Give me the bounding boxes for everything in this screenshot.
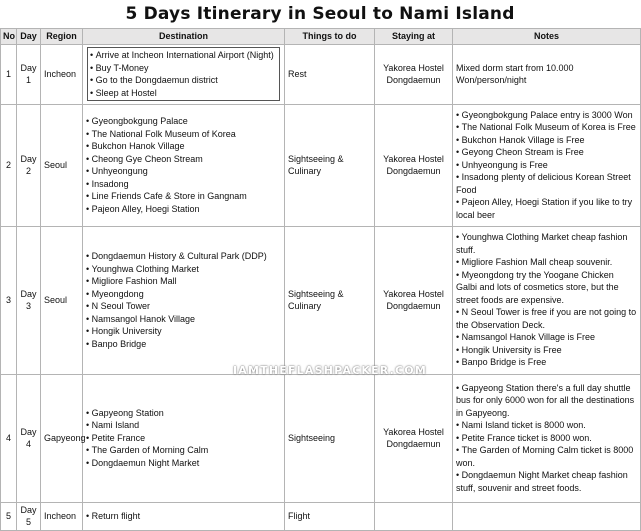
list-item: • Return flight	[86, 510, 281, 523]
cell-region: Incheon	[41, 502, 83, 530]
cell-destination	[83, 44, 285, 104]
cell-staying-at: Yakorea Hostel Dongdaemun	[375, 44, 453, 104]
table-row	[1, 104, 641, 226]
list-item: • Banpo Bridge is Free	[456, 356, 637, 369]
cell-things-to-do: Sightseeing & Culinary	[285, 104, 375, 226]
list-item: • Younghwa Clothing Market	[86, 263, 281, 276]
cell-no: 1	[1, 44, 17, 104]
cell-no: 4	[1, 374, 17, 502]
list-item: • Namsangol Hanok Village is Free	[456, 331, 637, 344]
itinerary-table	[0, 28, 641, 531]
cell-notes: Mixed dorm start from 10.000 Won/person/night	[453, 44, 641, 104]
cell-things-to-do: Rest	[285, 44, 375, 104]
cell-notes	[453, 226, 641, 374]
cell-no: 2	[1, 104, 17, 226]
cell-region: Gapyeong	[41, 374, 83, 502]
list-item: • Myeongdong	[86, 288, 281, 301]
list-item: • Buy T-Money	[90, 62, 277, 75]
cell-destination	[83, 374, 285, 502]
table-row	[1, 374, 641, 502]
list-item: • Bukchon Hanok Village is Free	[456, 134, 637, 147]
column-header-no: No	[1, 29, 17, 45]
cell-day: Day 5	[17, 502, 41, 530]
list-item: • Banpo Bridge	[86, 338, 281, 351]
selected-cell-box	[87, 47, 280, 101]
cell-staying-at: Yakorea Hostel Dongdaemun	[375, 226, 453, 374]
cell-region: Incheon	[41, 44, 83, 104]
cell-things-to-do: Sightseeing & Culinary	[285, 226, 375, 374]
column-header-staying-at: Staying at	[375, 29, 453, 45]
list-item: • Migliore Fashion Mall cheap souvenir.	[456, 256, 637, 269]
list-item: • Line Friends Cafe & Store in Gangnam	[86, 190, 281, 203]
list-item: • Migliore Fashion Mall	[86, 275, 281, 288]
cell-things-to-do: Sightseeing	[285, 374, 375, 502]
notes-list	[456, 109, 637, 222]
destination-list	[86, 510, 281, 523]
list-item: • The Garden of Morning Calm	[86, 444, 281, 457]
table-header-row	[1, 29, 641, 45]
table-row	[1, 502, 641, 530]
cell-destination	[83, 502, 285, 530]
list-item: • Hongik University is Free	[456, 344, 637, 357]
cell-notes	[453, 502, 641, 530]
list-item: • N Seoul Tower is free if you are not going to the Observation Deck.	[456, 306, 637, 331]
notes-list	[456, 231, 637, 369]
cell-notes	[453, 104, 641, 226]
list-item: • The Garden of Morning Calm ticket is 8000 won.	[456, 444, 637, 469]
cell-day: Day 2	[17, 104, 41, 226]
list-item: • The National Folk Museum of Korea is Free	[456, 121, 637, 134]
table-row	[1, 226, 641, 374]
table-row	[1, 44, 641, 104]
list-item: • Pajeon Alley, Hoegi Station if you like to try local beer	[456, 196, 637, 221]
list-item: • Insadong	[86, 178, 281, 191]
notes-list	[456, 382, 637, 495]
destination-list	[86, 407, 281, 470]
list-item: • Geyong Cheon Stream is Free	[456, 146, 637, 159]
destination-list	[90, 49, 277, 99]
list-item: • Nami Island ticket is 8000 won.	[456, 419, 637, 432]
list-item: • Hongik University	[86, 325, 281, 338]
list-item: • Gapyeong Station	[86, 407, 281, 420]
list-item: • N Seoul Tower	[86, 300, 281, 313]
list-item: • Unhyeongung is Free	[456, 159, 637, 172]
cell-region: Seoul	[41, 226, 83, 374]
column-header-things-to-do: Things to do	[285, 29, 375, 45]
cell-staying-at: Yakorea Hostel Dongdaemun	[375, 374, 453, 502]
list-item: • Myeongdong try the Yoogane Chicken Galbi and lots of cosmetics store, but the street foods are expensive.	[456, 269, 637, 307]
list-item: • Dongdaemun Night Market	[86, 457, 281, 470]
destination-list	[86, 250, 281, 350]
list-item: • Unhyeongung	[86, 165, 281, 178]
list-item: • Arrive at Incheon International Airport (Night)	[90, 49, 277, 62]
list-item: • Petite France ticket is 8000 won.	[456, 432, 637, 445]
list-item: • Dongdaemun History & Cultural Park (DDP)	[86, 250, 281, 263]
column-header-day: Day	[17, 29, 41, 45]
destination-list	[86, 115, 281, 215]
cell-notes	[453, 374, 641, 502]
cell-no: 3	[1, 226, 17, 374]
list-item: • Namsangol Hanok Village	[86, 313, 281, 326]
cell-day: Day 3	[17, 226, 41, 374]
page-title: 5 Days Itinerary in Seoul to Nami Island	[125, 4, 515, 24]
column-header-notes: Notes	[453, 29, 641, 45]
watermark-text: IAMTHEFLASHPACKER.COM	[232, 364, 428, 377]
list-item: • Gapyeong Station there's a full day shuttle bus for only 6000 won for all the destinations in Gapyeong.	[456, 382, 637, 420]
cell-destination	[83, 226, 285, 374]
cell-no: 5	[1, 502, 17, 530]
list-item: • Dongdaemun Night Market cheap fashion stuff, souvenir and street foods.	[456, 469, 637, 494]
list-item: • The National Folk Museum of Korea	[86, 128, 281, 141]
cell-day: Day 1	[17, 44, 41, 104]
list-item: • Sleep at Hostel	[90, 87, 277, 100]
list-item: • Gyeongbokgung Palace	[86, 115, 281, 128]
list-item: • Bukchon Hanok Village	[86, 140, 281, 153]
column-header-destination: Destination	[83, 29, 285, 45]
list-item: • Nami Island	[86, 419, 281, 432]
cell-region: Seoul	[41, 104, 83, 226]
cell-staying-at: Yakorea Hostel Dongdaemun	[375, 104, 453, 226]
list-item: • Gyeongbokgung Palace entry is 3000 Won	[456, 109, 637, 122]
list-item: • Cheong Gye Cheon Stream	[86, 153, 281, 166]
cell-destination	[83, 104, 285, 226]
list-item: • Petite France	[86, 432, 281, 445]
list-item: • Go to the Dongdaemun district	[90, 74, 277, 87]
column-header-region: Region	[41, 29, 83, 45]
list-item: • Younghwa Clothing Market cheap fashion stuff.	[456, 231, 637, 256]
list-item: • Pajeon Alley, Hoegi Station	[86, 203, 281, 216]
cell-staying-at	[375, 502, 453, 530]
cell-day: Day 4	[17, 374, 41, 502]
list-item: • Insadong plenty of delicious Korean Street Food	[456, 171, 637, 196]
cell-things-to-do: Flight	[285, 502, 375, 530]
